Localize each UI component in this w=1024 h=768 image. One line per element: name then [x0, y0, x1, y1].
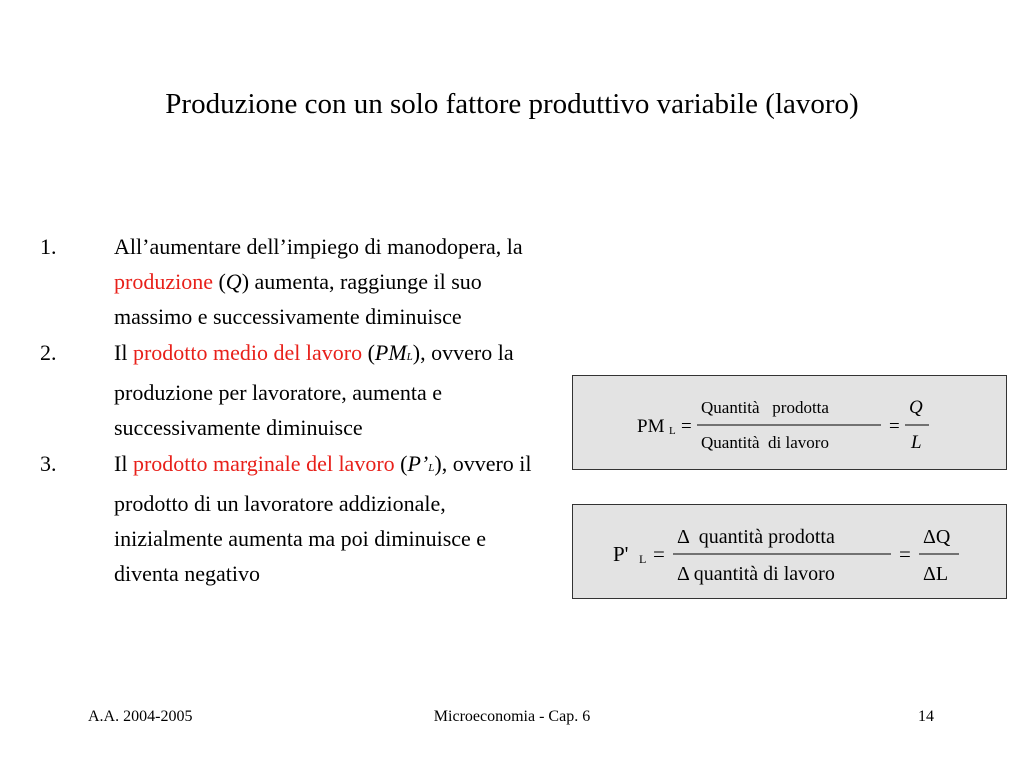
- marginal-product-formula: [573, 505, 1008, 600]
- formula-lhs: PM: [637, 416, 665, 437]
- footer-academic-year: A.A. 2004-2005: [88, 708, 193, 725]
- formula-denominator: Quantità di lavoro: [701, 433, 829, 452]
- item-text: Il: [114, 451, 133, 476]
- item-text: Il: [114, 340, 133, 365]
- formula-lhs-sub: L: [639, 552, 647, 566]
- item-highlight: prodotto marginale del lavoro: [132, 451, 395, 476]
- item-text: (: [362, 340, 375, 365]
- formula-numerator: Quantità prodotta: [701, 398, 829, 417]
- marginal-product-formula-box: [572, 504, 1007, 599]
- formula-equals: =: [899, 542, 911, 566]
- item-text: ) aumenta, raggiunge il suo massimo e successivamente diminuisce: [114, 269, 482, 329]
- item-number: 1.: [40, 234, 57, 259]
- formula-equals: =: [681, 416, 692, 437]
- list-item: [40, 229, 550, 334]
- item-highlight: prodotto medio del lavoro: [132, 340, 363, 365]
- formula-numerator: Δ quantità prodotta: [677, 526, 835, 548]
- formula-denominator: Δ quantità di lavoro: [677, 563, 835, 585]
- footer-page-number: 14: [918, 708, 934, 725]
- formula-short-denominator: L: [911, 432, 922, 453]
- formula-lhs: P': [613, 542, 629, 566]
- item-symbol-sub: L: [406, 351, 413, 363]
- item-text: (: [212, 269, 226, 294]
- formula-equals: =: [653, 542, 665, 566]
- item-symbol-sub: L: [428, 462, 435, 474]
- average-product-formula: [573, 376, 1008, 471]
- footer-course: Microeconomia - Cap. 6: [433, 708, 591, 725]
- item-text: ), ovvero il prodotto di un lavoratore addizionale, inizialmente aumenta ma poi diminuisce e diventa negativo: [114, 451, 532, 586]
- item-number: 2.: [40, 340, 57, 365]
- average-product-formula-box: [572, 375, 1007, 470]
- formula-equals: =: [889, 416, 900, 437]
- formula-short-denominator: ΔL: [923, 563, 949, 585]
- formula-short-numerator: Q: [909, 397, 923, 418]
- item-symbol: Q: [225, 269, 242, 294]
- list-item: [40, 446, 550, 591]
- formula-lhs-sub: L: [669, 425, 676, 437]
- bullet-list: [40, 229, 550, 592]
- item-symbol: PM: [374, 340, 407, 365]
- slide-title: Produzione con un solo fattore produttivo variabile (lavoro): [165, 88, 859, 120]
- item-number: 3.: [40, 451, 57, 476]
- item-text: All’aumentare dell’impiego di manodopera, la: [114, 234, 523, 259]
- item-highlight: produzione: [114, 269, 213, 294]
- list-item: [40, 335, 550, 445]
- item-text: ), ovvero la produzione per lavoratore, aumenta e successivamente diminuisce: [114, 340, 514, 440]
- formula-short-numerator: ΔQ: [923, 526, 951, 548]
- item-symbol: P’: [407, 451, 429, 476]
- item-text: (: [394, 451, 408, 476]
